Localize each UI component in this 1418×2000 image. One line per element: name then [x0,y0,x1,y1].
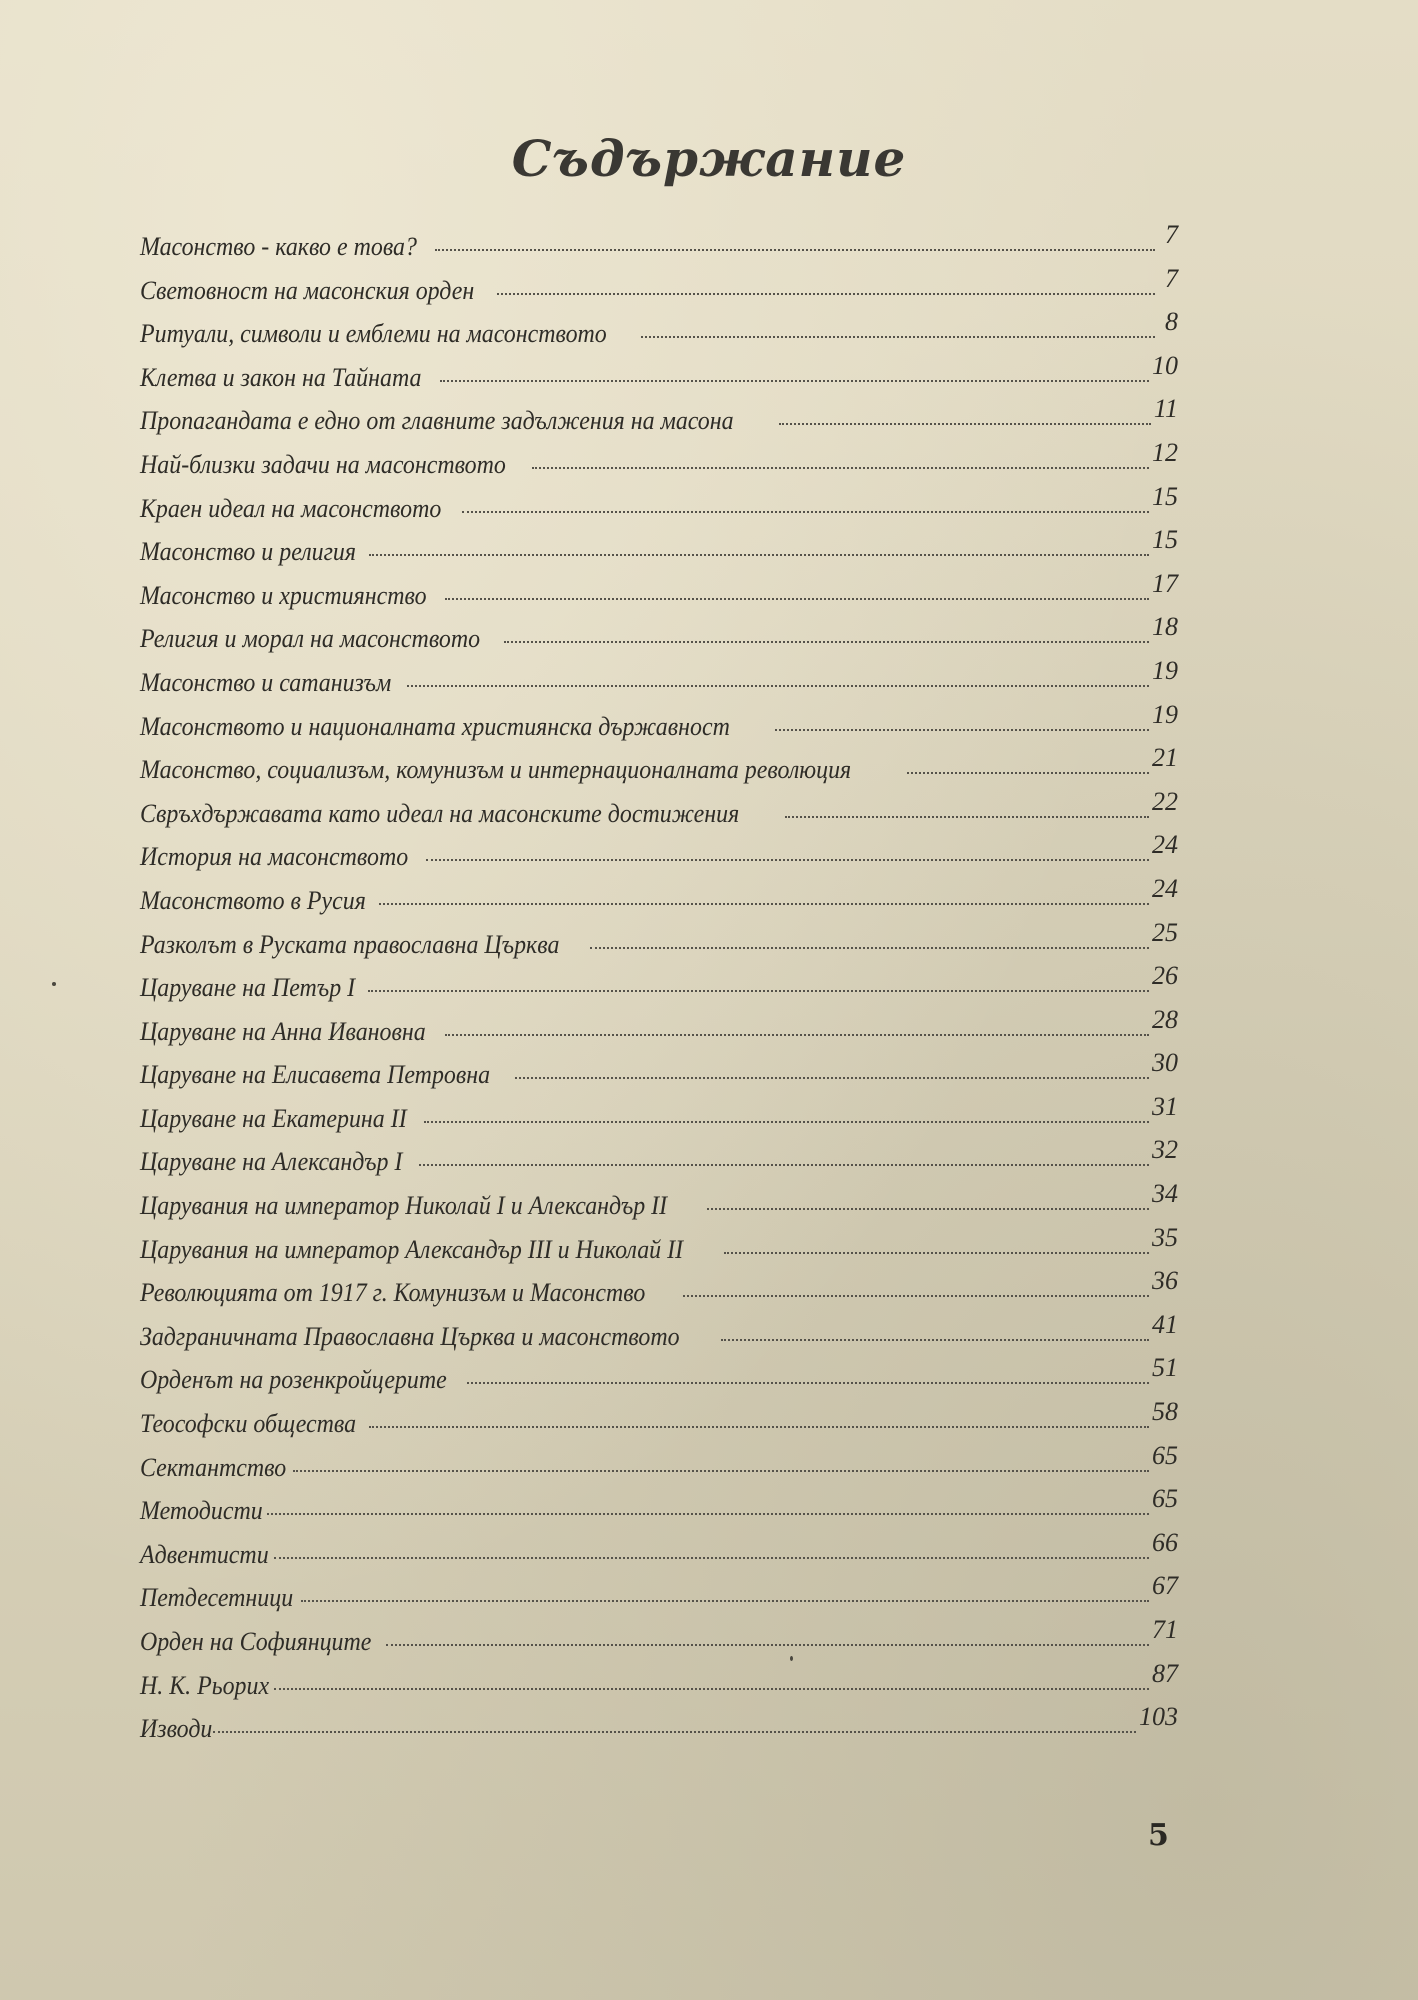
toc-entry-page: 35 [1152,1222,1178,1252]
toc-entry-page: 66 [1152,1527,1178,1557]
toc-entry-title: Масонство и религия [140,537,357,567]
toc-entry [140,1571,1178,1627]
dot-leader [462,511,1149,513]
toc-entry-title: Световност на масонския орден [140,275,475,305]
toc-entry-page: 11 [1153,394,1178,424]
toc-entry-title: Религия и морал на масонството [140,624,481,654]
toc-entry [140,220,1178,276]
dot-leader [426,859,1150,861]
dot-leader [707,1208,1149,1210]
toc-entry-page: 12 [1152,437,1178,467]
toc-entry-page: 67 [1152,1571,1178,1601]
toc-entry [140,307,1178,363]
toc-entry-title: Разколът в Руската православна Църква [140,929,560,959]
dot-leader [274,1688,1149,1690]
toc-entry-page: 7 [1165,263,1178,293]
toc-entry [140,1266,1178,1322]
toc-entry [140,1484,1178,1540]
toc-entry-page: 15 [1152,525,1178,555]
toc-entry-title: Масонство - какво е това? [140,232,417,261]
toc-entry-title: История на масонството [140,842,409,872]
dot-leader [386,1644,1149,1646]
toc-entry-page: 7 [1165,220,1178,249]
toc-entry [140,786,1178,843]
dot-leader [445,598,1149,600]
toc-entry [140,1179,1178,1235]
dot-leader [504,641,1149,643]
dot-leader [301,1600,1150,1602]
dot-leader [721,1339,1149,1341]
toc-entry [140,1353,1178,1409]
dot-leader [467,1382,1149,1384]
toc-entry [140,1222,1178,1279]
table-of-contents [140,220,1178,1758]
dot-leader [274,1557,1149,1559]
toc-entry-page: 19 [1152,655,1178,685]
toc-entry [140,263,1178,320]
toc-entry-page: 24 [1152,873,1178,903]
toc-entry-title: Орден на Софиянците [140,1627,372,1656]
toc-entry-page: 15 [1152,481,1178,511]
toc-entry [140,830,1178,886]
toc-entry-title: Масонството в Русия [140,885,366,915]
toc-entry-title: Свръхдържавата като идеал на масонските достижения [140,798,740,828]
dot-leader [683,1295,1149,1297]
toc-entry-title: Масонство и сатанизъм [140,667,392,697]
dot-leader [419,1164,1149,1166]
toc-entry-page: 22 [1152,786,1178,816]
toc-entry-title: Царувания на император Александър III и Николай II [140,1234,684,1264]
toc-entry-page: 65 [1152,1440,1178,1470]
toc-entry-page: 34 [1152,1179,1178,1209]
toc-entry [140,1527,1178,1584]
toc-entry [140,1091,1178,1148]
toc-entry [140,873,1178,930]
dot-leader [369,554,1149,556]
toc-entry-title: Клетва и закон на Тайната [140,362,422,392]
toc-entry-page: 51 [1152,1353,1178,1383]
dot-leader [213,1731,1136,1733]
toc-entry [140,743,1178,799]
dot-leader [515,1077,1149,1079]
toc-entry-page: 36 [1152,1266,1178,1296]
toc-entry [140,350,1178,407]
toc-entry-page: 30 [1152,1048,1178,1078]
toc-entry [140,568,1178,625]
toc-entry [140,1440,1178,1497]
dot-leader [440,380,1149,382]
toc-entry-page: 19 [1152,699,1178,729]
paper-speck [790,1656,793,1661]
dot-leader [641,336,1155,338]
toc-entry [140,1658,1178,1715]
dot-leader [532,467,1149,469]
toc-entry [140,655,1178,712]
toc-entry-title: Царувания на император Николай I и Александър II [140,1191,668,1221]
toc-entry [140,1397,1178,1453]
dot-leader [407,685,1149,687]
toc-entry-page: 8 [1165,307,1178,337]
page-title: Съдържание [511,128,907,188]
dot-leader [785,816,1149,818]
toc-entry [140,961,1178,1017]
toc-entry [140,437,1178,494]
dot-leader [724,1252,1149,1254]
toc-entry [140,1135,1178,1191]
toc-entry [140,1702,1178,1758]
dot-leader [775,729,1149,731]
toc-entry-title: Царуване на Елисавета Петровна [140,1060,491,1090]
toc-entry-title: Царуване на Анна Ивановна [140,1016,426,1046]
toc-entry-title: Адвентисти [140,1539,269,1569]
toc-entry-title: Царуване на Александър I [140,1147,403,1177]
toc-entry-title: Сектантство [140,1452,287,1482]
dot-leader [379,903,1149,905]
dot-leader [435,249,1155,251]
dot-leader [590,947,1149,949]
toc-entry-page: 71 [1152,1615,1178,1644]
toc-entry [140,1615,1178,1671]
dot-leader [369,1426,1149,1428]
toc-entry-title: Масонство и християнство [140,580,427,610]
toc-entry [140,917,1178,974]
toc-entry-page: 31 [1152,1091,1178,1121]
toc-entry-title: Методисти [140,1496,263,1526]
page-number: 5 [1148,1818,1169,1853]
toc-entry [140,394,1178,450]
toc-entry-page: 65 [1152,1484,1178,1514]
toc-entry-page: 18 [1152,612,1178,642]
toc-entry-title: Царуване на Екатерина II [140,1103,407,1133]
toc-entry-page: 17 [1152,568,1178,598]
toc-entry-title: Най-близки задачи на масонството [140,449,506,479]
toc-entry [140,1004,1178,1061]
paper-speck [52,982,56,986]
toc-entry [140,525,1178,581]
toc-entry-title: Задграничната Православна Църква и масонството [140,1321,680,1351]
toc-entry-page: 87 [1152,1658,1178,1688]
dot-leader [779,423,1151,425]
toc-entry-page: 26 [1152,961,1178,991]
dot-leader [445,1034,1149,1036]
toc-entry-title: Теософски общества [140,1409,357,1439]
toc-entry-page: 10 [1152,350,1178,380]
toc-entry-page: 41 [1152,1309,1178,1339]
dot-leader [907,772,1149,774]
dot-leader [293,1470,1149,1472]
toc-entry [140,699,1178,756]
dot-leader [368,990,1149,992]
toc-entry-page: 28 [1152,1004,1178,1034]
toc-entry [140,1048,1178,1104]
toc-entry-title: Изводи [140,1714,213,1744]
toc-entry-page: 21 [1152,743,1178,773]
dot-leader [497,293,1155,295]
toc-entry-title: Петдесетници [140,1583,294,1613]
toc-entry-page: 25 [1152,917,1178,947]
toc-entry-title: Н. К. Рьорих [140,1670,270,1700]
toc-entry [140,481,1178,538]
toc-entry-title: Ритуали, символи и емблеми на масонството [140,319,607,349]
toc-entry-title: Орденът на розенкройцерите [140,1365,447,1395]
toc-entry-title: Масонство, социализъм, комунизъм и интернационалната революция [140,755,852,785]
toc-entry-page: 103 [1139,1702,1178,1732]
toc-entry [140,612,1178,668]
toc-entry-title: Царуване на Петър I [140,973,356,1003]
toc-entry-title: Пропагандата е едно от главните задължения на масона [140,406,734,436]
toc-entry [140,1309,1178,1366]
toc-entry-page: 32 [1152,1135,1178,1165]
dot-leader [267,1513,1149,1515]
toc-entry-title: Революцията от 1917 г. Комунизъм и Масонство [140,1278,646,1308]
toc-entry-page: 58 [1152,1397,1178,1427]
toc-entry-title: Краен идеал на масонството [140,493,442,523]
toc-entry-title: Масонството и националната християнска държавност [140,711,730,741]
toc-entry-page: 24 [1152,830,1178,860]
dot-leader [424,1121,1149,1123]
